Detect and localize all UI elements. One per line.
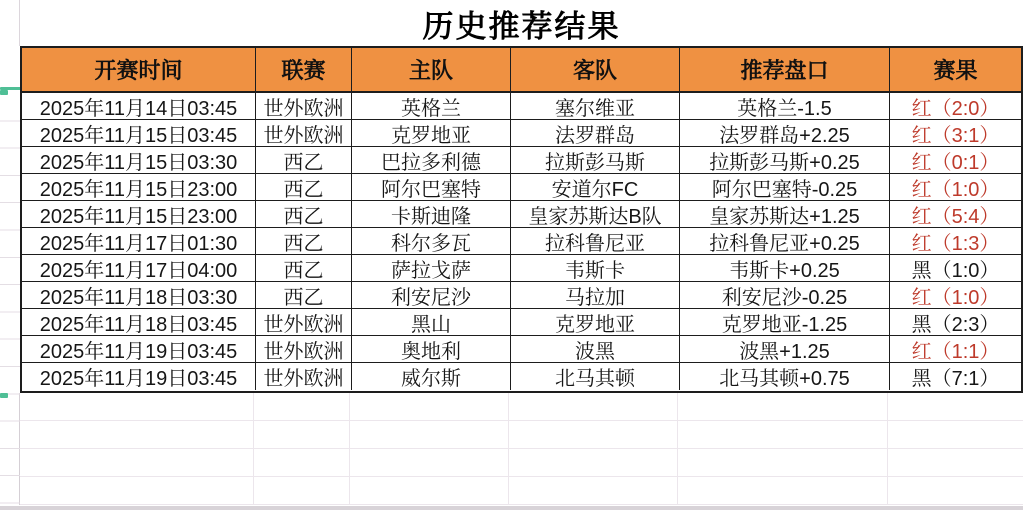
cell-time[interactable]: 2025年11月18日03:45	[22, 309, 256, 336]
cell-handicap[interactable]: 利安尼沙-0.25	[680, 282, 890, 309]
header-cell-time[interactable]: 开赛时间	[22, 48, 256, 93]
cell-league[interactable]: 世外欧洲	[256, 93, 352, 120]
empty-cell[interactable]	[254, 477, 350, 505]
cell-away[interactable]: 法罗群岛	[511, 120, 680, 147]
cell-handicap[interactable]: 阿尔巴塞特-0.25	[680, 174, 890, 201]
empty-cell[interactable]	[20, 421, 254, 449]
cell-time[interactable]: 2025年11月15日23:00	[22, 174, 256, 201]
cell-away[interactable]: 安道尔FC	[511, 174, 680, 201]
cell-league[interactable]: 西乙	[256, 228, 352, 255]
empty-cell[interactable]	[254, 393, 350, 421]
cell-time[interactable]: 2025年11月15日03:30	[22, 147, 256, 174]
cell-result[interactable]: 红（1:3）	[890, 228, 1021, 255]
cell-time[interactable]: 2025年11月19日03:45	[22, 336, 256, 363]
cell-handicap[interactable]: 英格兰-1.5	[680, 93, 890, 120]
cell-home[interactable]: 克罗地亚	[352, 120, 511, 147]
header-cell-handicap[interactable]: 推荐盘口	[680, 48, 890, 93]
cell-league[interactable]: 世外欧洲	[256, 336, 352, 363]
empty-cell[interactable]	[254, 449, 350, 477]
cell-handicap[interactable]: 克罗地亚-1.25	[680, 309, 890, 336]
empty-cell[interactable]	[509, 421, 678, 449]
empty-cell[interactable]	[678, 421, 888, 449]
empty-cell[interactable]	[20, 393, 254, 421]
cell-home[interactable]: 英格兰	[352, 93, 511, 120]
cell-league[interactable]: 西乙	[256, 282, 352, 309]
selection-accent-mark	[0, 90, 8, 95]
empty-cell[interactable]	[509, 393, 678, 421]
cell-result[interactable]: 红（0:1）	[890, 147, 1021, 174]
cell-result[interactable]: 黑（1:0）	[890, 255, 1021, 282]
cell-time[interactable]: 2025年11月18日03:30	[22, 282, 256, 309]
cell-away[interactable]: 拉科鲁尼亚	[511, 228, 680, 255]
header-cell-home[interactable]: 主队	[352, 48, 511, 93]
empty-cell[interactable]	[678, 449, 888, 477]
empty-cell[interactable]	[678, 393, 888, 421]
cell-home[interactable]: 巴拉多利德	[352, 147, 511, 174]
cell-home[interactable]: 威尔斯	[352, 363, 511, 390]
cell-home[interactable]: 黑山	[352, 309, 511, 336]
cell-home[interactable]: 奥地利	[352, 336, 511, 363]
empty-cell[interactable]	[888, 449, 1023, 477]
cell-handicap[interactable]: 拉斯彭马斯+0.25	[680, 147, 890, 174]
cell-handicap[interactable]: 韦斯卡+0.25	[680, 255, 890, 282]
cell-time[interactable]: 2025年11月15日23:00	[22, 201, 256, 228]
cell-result[interactable]: 红（5:4）	[890, 201, 1021, 228]
cell-league[interactable]: 世外欧洲	[256, 120, 352, 147]
cell-league[interactable]: 西乙	[256, 174, 352, 201]
cell-result[interactable]: 黑（2:3）	[890, 309, 1021, 336]
cell-handicap[interactable]: 北马其顿+0.75	[680, 363, 890, 390]
cell-home[interactable]: 卡斯迪隆	[352, 201, 511, 228]
cell-time[interactable]: 2025年11月14日03:45	[22, 93, 256, 120]
empty-cell[interactable]	[888, 477, 1023, 505]
selection-accent-mark-bottom	[0, 393, 8, 398]
cell-time[interactable]: 2025年11月17日01:30	[22, 228, 256, 255]
empty-cell[interactable]	[888, 393, 1023, 421]
cell-handicap[interactable]: 皇家苏斯达+1.25	[680, 201, 890, 228]
cell-league[interactable]: 西乙	[256, 255, 352, 282]
cell-away[interactable]: 韦斯卡	[511, 255, 680, 282]
cell-result[interactable]: 黑（7:1）	[911, 368, 1000, 390]
empty-cell[interactable]	[350, 421, 509, 449]
cell-result[interactable]: 红（2:0）	[890, 93, 1021, 120]
header-cell-away[interactable]: 客队	[511, 48, 680, 93]
cell-home[interactable]: 阿尔巴塞特	[352, 174, 511, 201]
empty-cell[interactable]	[254, 421, 350, 449]
empty-cell[interactable]	[350, 477, 509, 505]
cell-league[interactable]: 西乙	[256, 201, 352, 228]
empty-cell[interactable]	[888, 421, 1023, 449]
empty-cell[interactable]	[20, 477, 254, 505]
cell-league[interactable]: 世外欧洲	[256, 309, 352, 336]
cell-time[interactable]: 2025年11月15日03:45	[22, 120, 256, 147]
cell-result[interactable]: 红（1:0）	[890, 282, 1021, 309]
cell-time[interactable]: 2025年11月17日04:00	[22, 255, 256, 282]
cell-home[interactable]: 萨拉戈萨	[352, 255, 511, 282]
cell-away[interactable]: 马拉加	[511, 282, 680, 309]
empty-cell[interactable]	[20, 449, 254, 477]
cell-result[interactable]: 红（3:1）	[890, 120, 1021, 147]
cell-league[interactable]: 西乙	[256, 147, 352, 174]
cell-away[interactable]: 北马其顿	[511, 363, 680, 390]
header-cell-result[interactable]: 赛果	[890, 48, 1021, 93]
bottom-bar	[0, 506, 1023, 510]
cell-result[interactable]: 红（1:0）	[890, 174, 1021, 201]
empty-cell[interactable]	[509, 449, 678, 477]
cell-home[interactable]: 利安尼沙	[352, 282, 511, 309]
empty-cell[interactable]	[509, 477, 678, 505]
cell-time[interactable]: 2025年11月19日03:45	[22, 363, 256, 390]
cell-away[interactable]: 波黑	[511, 336, 680, 363]
header-cell-league[interactable]: 联赛	[256, 48, 352, 93]
cell-away[interactable]: 拉斯彭马斯	[511, 147, 680, 174]
cell-away[interactable]: 克罗地亚	[511, 309, 680, 336]
empty-cell[interactable]	[350, 449, 509, 477]
cell-result[interactable]: 红（1:1）	[890, 336, 1021, 363]
empty-rows-area	[20, 393, 1023, 505]
cell-handicap[interactable]: 拉科鲁尼亚+0.25	[680, 228, 890, 255]
empty-cell[interactable]	[350, 393, 509, 421]
cell-away[interactable]: 塞尔维亚	[511, 93, 680, 120]
cell-away[interactable]: 皇家苏斯达B队	[511, 201, 680, 228]
results-table	[20, 46, 1023, 393]
row-header-strip	[0, 94, 20, 505]
cell-handicap[interactable]: 波黑+1.25	[680, 336, 890, 363]
cell-home[interactable]: 科尔多瓦	[352, 228, 511, 255]
page-title[interactable]: 历史推荐结果	[422, 8, 621, 44]
cell-handicap[interactable]: 法罗群岛+2.25	[680, 120, 890, 147]
empty-cell[interactable]	[678, 477, 888, 505]
cell-league[interactable]: 世外欧洲	[256, 363, 352, 390]
